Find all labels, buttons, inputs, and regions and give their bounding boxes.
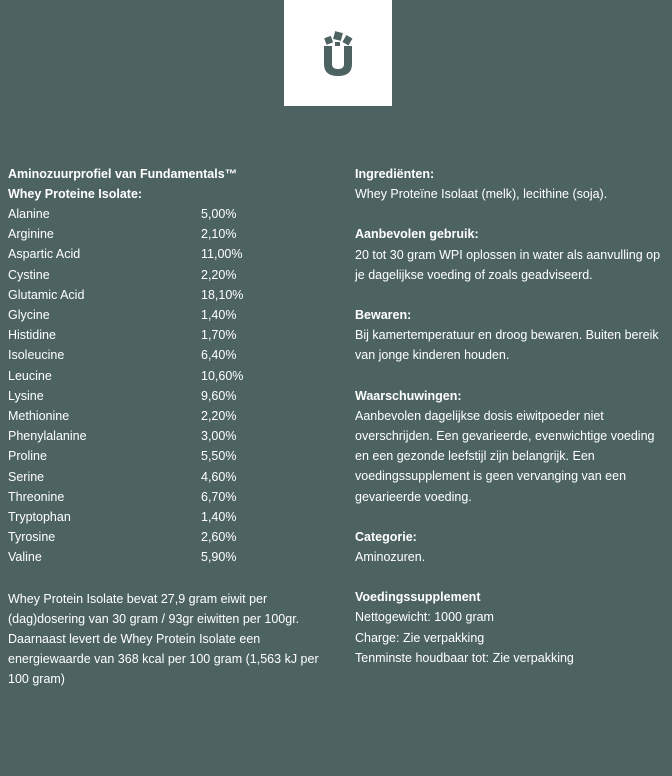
product-info (355, 164, 667, 688)
amino-name: Tryptophan (8, 510, 71, 525)
ingredients-heading: Ingrediënten: (355, 167, 435, 181)
amino-name: Tyrosine (8, 530, 56, 545)
warnings-text: Aanbevolen dagelijkse dosis eiwitpoeder niet overschrijden. Een gevarieerde, evenwichtige voeding en een gezonde leefstijl zijn belangrijk. Een voedingssupplement is geen vervanging van een gevarieerde voeding. (355, 408, 655, 504)
storage-section (355, 305, 667, 366)
warnings-heading: Waarschuwingen: (355, 388, 462, 403)
amino-row (8, 265, 281, 285)
amino-name: Alanine (8, 207, 50, 221)
amino-value: 2,10% (201, 227, 237, 242)
amino-name: Methionine (8, 409, 70, 424)
amino-value: 2,60% (201, 530, 237, 545)
supplement-section (355, 587, 667, 668)
amino-row (8, 204, 281, 224)
usage-text: 20 tot 30 gram WPI oplossen in water als aanvulling op je dagelijkse voeding of zoals geadviseerd. (355, 247, 661, 282)
amino-name: Leucine (8, 368, 52, 383)
amino-row (8, 467, 281, 487)
category-text: Aminozuren. (355, 550, 426, 565)
warnings-section (355, 386, 667, 507)
amino-row (8, 305, 281, 325)
amino-value: 1,40% (201, 308, 237, 323)
amino-value: 1,40% (201, 510, 237, 525)
amino-name: Lysine (8, 388, 44, 403)
storage-text: Bij kamertemperatuur en droog bewaren. Buiten bereik van jonge kinderen houden. (355, 328, 659, 363)
amino-row (8, 325, 281, 345)
best-before: Tenminste houdbaar tot: Zie verpakking (355, 650, 574, 665)
amino-name: Serine (8, 469, 45, 484)
amino-name: Glycine (8, 308, 50, 323)
amino-row (8, 244, 281, 264)
amino-value: 5,90% (201, 550, 237, 565)
amino-value: 2,20% (201, 267, 237, 282)
ingredients-text: Whey Proteïne Isolaat (melk), lecithine (soja). (355, 187, 608, 202)
amino-value: 4,60% (201, 469, 237, 484)
amino-row (8, 446, 281, 466)
amino-row (8, 487, 281, 507)
amino-name: Phenylalanine (8, 429, 87, 444)
amino-value: 5,00% (201, 207, 237, 221)
brand-logo-icon (320, 28, 356, 78)
amino-table (8, 204, 281, 568)
protein-summary: Whey Protein Isolate bevat 27,9 gram eiwit per (dag)dosering van 30 gram / 93gr eiwitten per 100gr. Daarnaast levert de Whey Protein Isolate een energiewaarde van 368 kcal per 100 gram (1,563 kJ per 100 gram) (8, 591, 319, 687)
amino-value: 2,20% (201, 409, 237, 424)
category-section (355, 527, 667, 567)
amino-value: 5,50% (201, 449, 237, 464)
amino-value: 3,00% (201, 429, 237, 444)
amino-value: 6,40% (201, 348, 237, 363)
batch: Charge: Zie verpakking (355, 630, 485, 645)
amino-value: 10,60% (201, 368, 244, 383)
amino-row (8, 345, 281, 365)
amino-name: Proline (8, 449, 47, 464)
amino-name: Aspartic Acid (8, 247, 81, 262)
logo-box (284, 0, 392, 106)
amino-name: Histidine (8, 328, 56, 343)
amino-profile-section (8, 164, 338, 690)
amino-row (8, 426, 281, 446)
amino-value: 11,00% (201, 247, 243, 262)
amino-name: Isoleucine (8, 348, 65, 363)
amino-row (8, 507, 281, 527)
amino-profile-subtitle: Whey Proteine Isolate: (8, 187, 143, 201)
amino-name: Cystine (8, 267, 50, 282)
amino-row (8, 406, 281, 426)
usage-heading: Aanbevolen gebruik: (355, 227, 479, 242)
amino-row (8, 547, 281, 567)
net-weight: Nettogewicht: 1000 gram (355, 610, 494, 625)
category-heading: Categorie: (355, 529, 417, 544)
amino-value: 9,60% (201, 388, 237, 403)
amino-value: 18,10% (201, 287, 244, 302)
amino-row (8, 366, 281, 386)
amino-value: 6,70% (201, 489, 237, 504)
storage-heading: Bewaren: (355, 308, 412, 323)
amino-profile-title: Aminozuurprofiel van Fundamentals™ (8, 167, 238, 181)
usage-section (355, 224, 667, 285)
amino-name: Valine (8, 550, 42, 565)
supplement-heading: Voedingssupplement (355, 590, 481, 605)
amino-row (8, 285, 281, 305)
amino-name: Arginine (8, 227, 54, 242)
amino-row (8, 224, 281, 244)
amino-row (8, 527, 281, 547)
amino-value: 1,70% (201, 328, 237, 343)
amino-name: Glutamic Acid (8, 287, 85, 302)
ingredients-section (355, 164, 667, 204)
amino-name: Threonine (8, 489, 65, 504)
amino-row (8, 386, 281, 406)
